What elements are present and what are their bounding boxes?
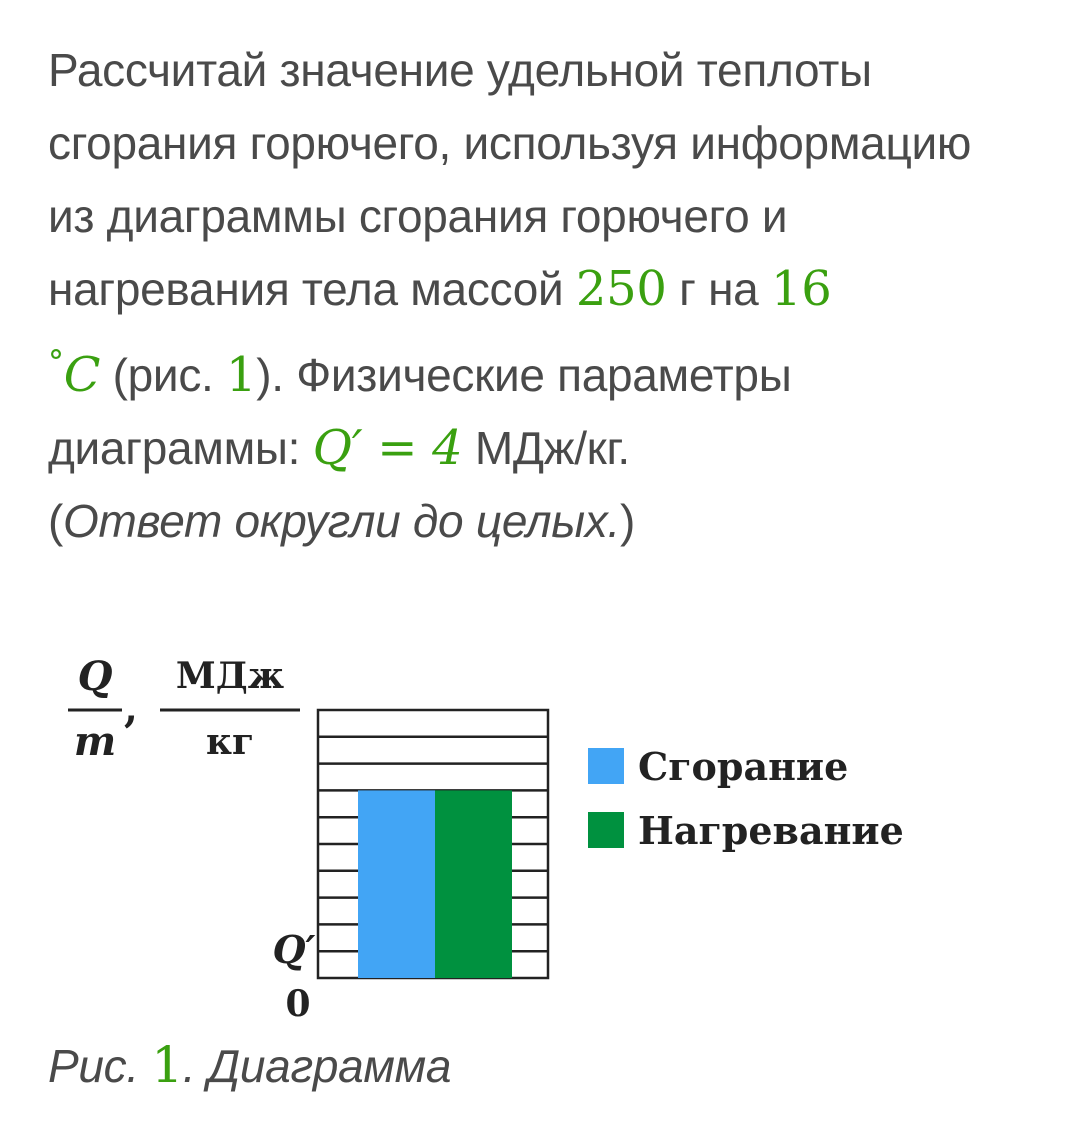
caption-number: 1 <box>151 1036 183 1094</box>
hint-open-paren: ( <box>48 495 64 547</box>
problem-line-7 <box>48 485 1048 558</box>
mass-unit-text: г на <box>666 263 771 315</box>
legend-label-heating: Нагревание <box>638 808 904 853</box>
problem-line-5 <box>48 326 1048 412</box>
tick-label-q-prime: Q′ <box>272 927 316 973</box>
legend-swatch-combustion <box>588 748 624 784</box>
degree-symbol: ° <box>48 343 64 381</box>
caption-prefix: Рис. <box>48 1040 152 1092</box>
legend-swatch-heating <box>588 812 624 848</box>
tick-label-zero: 0 <box>285 983 311 1025</box>
problem-line-6 <box>48 412 1048 485</box>
hint-close-paren: ) <box>619 495 635 547</box>
problem-line-1: Рассчитай значение удельной теплоты <box>48 44 872 96</box>
diagram <box>40 630 1020 1030</box>
ylabel-m: m <box>73 718 117 765</box>
ylabel-q: Q <box>77 653 113 700</box>
diagram-svg <box>40 630 1020 1030</box>
temperature-value: 16 <box>770 261 832 317</box>
ylabel-comma: , <box>124 685 138 732</box>
problem-line-2: сгорания горючего, используя информацию <box>48 117 972 169</box>
q-prime-unit: МДж/кг. <box>462 422 630 474</box>
ylabel-unit-mj: МДж <box>175 655 285 697</box>
bar-heating <box>435 790 512 978</box>
chart-legend <box>588 744 904 853</box>
rounding-hint: Ответ округли до целых. <box>63 495 620 547</box>
figure-ref-suffix: ). Физические параметры <box>256 349 792 401</box>
problem-line-3: из диаграммы сгорания горючего и <box>48 190 788 242</box>
q-prime-formula: Q′ = 4 <box>312 420 463 476</box>
caption-suffix: . Диаграмма <box>182 1040 452 1092</box>
parameters-label: диаграммы: <box>48 422 313 474</box>
problem-text <box>48 34 1048 558</box>
figure-ref-number: 1 <box>225 347 257 403</box>
problem-line-4 <box>48 253 1048 326</box>
ylabel-unit-kg: кг <box>205 721 255 763</box>
figure-caption <box>48 1036 451 1094</box>
temperature-unit: C <box>63 347 101 403</box>
mass-prefix: нагревания тела массой <box>48 263 576 315</box>
legend-label-combustion: Сгорание <box>638 744 849 789</box>
figure-ref-prefix: (рис. <box>100 349 226 401</box>
chart-bars <box>358 790 512 978</box>
chart-ticks <box>272 927 315 1025</box>
mass-value: 250 <box>575 261 667 317</box>
bar-combustion <box>358 790 435 978</box>
